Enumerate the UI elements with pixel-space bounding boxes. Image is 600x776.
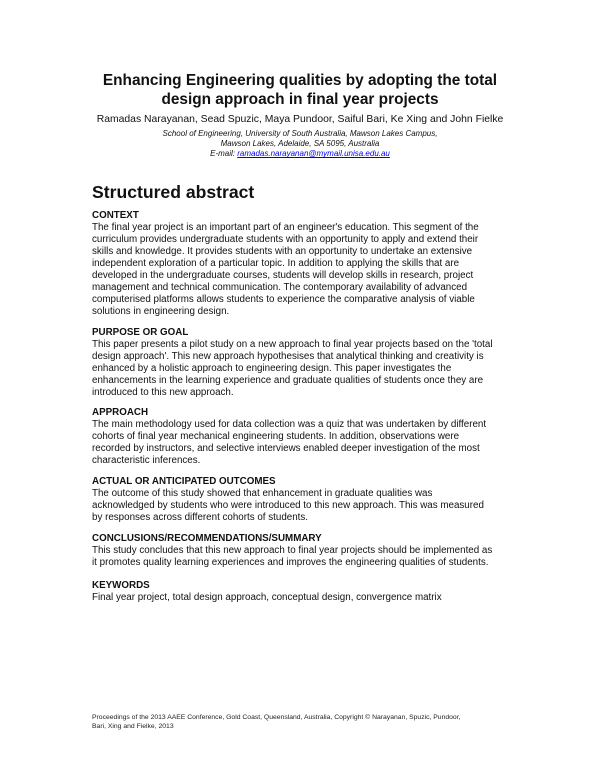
email-label: E-mail: (210, 149, 238, 159)
title-line: design approach in final year projects (161, 90, 439, 108)
body-line: This paper presents a pilot study on a new approach to final year projects based on the 'total (92, 339, 493, 350)
body-line: curriculum provides undergraduate students with an opportunity to apply and extend their (92, 234, 479, 245)
section-body (92, 339, 522, 399)
body-line: recorded by instructors, and selective interviews enabled deeper investigation of the most (92, 443, 480, 454)
section-conclusions (92, 533, 522, 569)
footer-line: Bari, Xing and Fielke, 2013 (92, 722, 174, 730)
body-line: cohorts of final year mechanical engineering students. In addition, observations were (92, 431, 460, 442)
body-line: Final year project, total design approach, conceptual design, convergence matrix (92, 592, 442, 603)
section-body (92, 222, 522, 318)
section-heading: PURPOSE OR GOAL (92, 327, 189, 338)
section-heading: KEYWORDS (92, 580, 150, 591)
affiliation-line: School of Engineering, University of South Australia, Mawson Lakes Campus, (162, 129, 438, 138)
body-line: it promotes quality learning experiences and improves the engineering qualities of students. (92, 557, 489, 568)
body-line: design approach'. This new approach hypothesises that analytical thinking and creativity is (92, 351, 484, 362)
section-body (92, 592, 522, 604)
body-line: acknowledged by students who were introduced to this new approach. This was measured (92, 500, 484, 511)
paper-title (60, 72, 540, 109)
footer-line: Proceedings of the 2013 AAEE Conference, Gold Coast, Queensland, Australia, Copyright © Narayanan, Spuzic, Pundoor, (92, 714, 461, 721)
body-line: enhancements in the learning experience and graduate qualities of students once they are (92, 375, 484, 386)
section-heading: CONCLUSIONS/RECOMMENDATIONS/SUMMARY (92, 533, 322, 544)
body-line: introduced to this new approach. (92, 387, 234, 398)
footer-note (92, 714, 512, 731)
section-purpose (92, 327, 522, 399)
abstract-heading: Structured abstract (92, 182, 255, 202)
body-line: The main methodology used for data collection was a quiz that was undertaken by different (92, 419, 487, 430)
body-line: developed in the undergraduate courses, students will develop skills in research, project (92, 270, 474, 281)
section-heading: APPROACH (92, 407, 149, 418)
body-line: enhanced by a holistic approach to engineering design. This paper investigates the (92, 363, 452, 374)
affiliation (100, 129, 500, 160)
section-context (92, 210, 522, 318)
body-line: The final year project is an important part of an engineer's education. This segment of the (92, 222, 479, 233)
section-heading: CONTEXT (92, 210, 139, 221)
section-body (92, 488, 522, 524)
body-line: by responses across different cohorts of students. (92, 512, 309, 523)
affiliation-line: Mawson Lakes, Adelaide, SA 5095, Australia (220, 139, 380, 149)
section-approach (92, 407, 522, 467)
section-body (92, 545, 522, 569)
body-line: independent exploration of a particular topic. In addition to applying the skills that are (92, 258, 460, 269)
section-keywords (92, 580, 522, 604)
section-body (92, 419, 522, 467)
author-list: Ramadas Narayanan, Sead Spuzic, Maya Pundoor, Saiful Bari, Ke Xing and John Fielke (96, 114, 504, 125)
email-link[interactable]: ramadas.narayanan@mymail.unisa.edu.au (237, 149, 390, 159)
section-heading: ACTUAL OR ANTICIPATED OUTCOMES (92, 476, 276, 487)
title-line: Enhancing Engineering qualities by adopting the total (102, 72, 498, 89)
body-line: This study concludes that this new approach to final year projects should be implemented as (92, 545, 493, 556)
body-line: characteristic inferences. (92, 455, 201, 466)
email-line (100, 149, 500, 159)
body-line: The outcome of this study showed that enhancement in graduate qualities was (92, 488, 433, 499)
body-line: computerised platforms allows students to experience the comparative analysis of viable (92, 294, 475, 305)
body-line: skills and knowledge. It provides students with an opportunity to undertake an extensive (92, 246, 473, 257)
body-line: management and technical communication. The contemporary availability of advanced (92, 282, 468, 293)
body-line: solutions in engineering design. (92, 306, 230, 317)
section-outcomes (92, 476, 522, 524)
